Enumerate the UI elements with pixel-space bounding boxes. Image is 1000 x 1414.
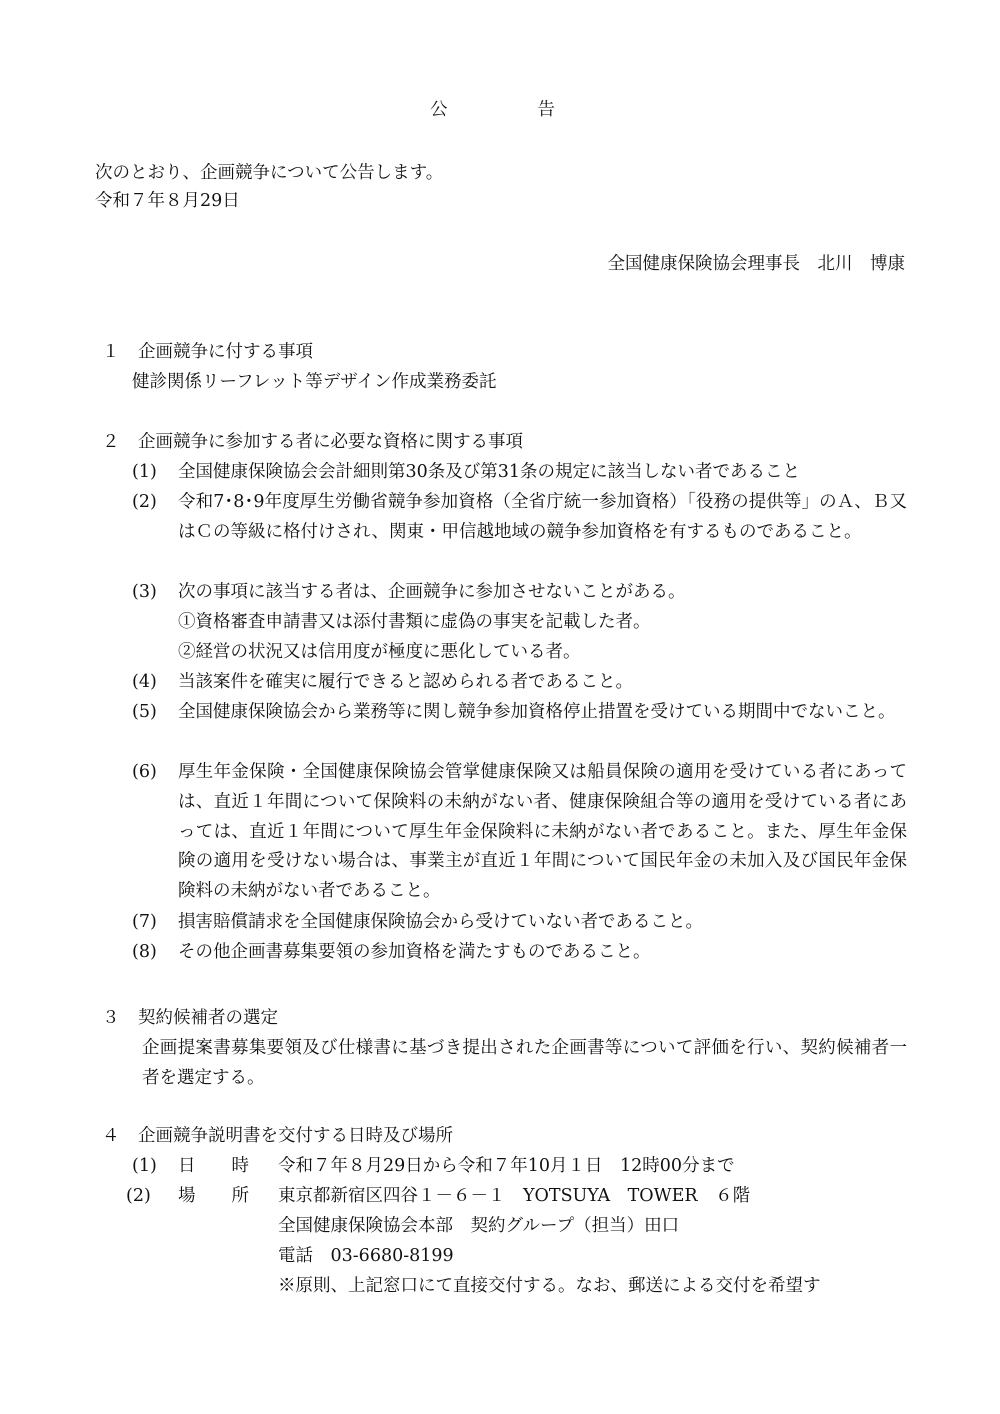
item-label: (6) [132,762,157,782]
notice-date: 令和７年８月29日 [95,191,240,211]
intro-text: 次のとおり、企画競争について公告します。 [95,163,444,183]
item-text: 厚生年金保険・全国健康保険協会管掌健康保険又は船員保険の適用を受けている者にあっては、直近１年間について保険料の未納がない者、健康保険組合等の適用を受けている者にあっては、直近１年間について厚生年金保険料に未納がない者であること。また、厚生年金保険の適用を受けない場合は、事業主が直近１年間について国民年金の未加入及び国民年金保険料の未納がない者であること。 [178,762,907,902]
section-4-heading [102,1128,453,1146]
location-address: 東京都新宿区四谷１－６－１ YOTSUYA TOWER ６階 [278,1186,751,1206]
item-label: (3) [132,582,157,602]
schedule-row [132,1158,157,1176]
schedule-key: 日 時 [178,1156,249,1176]
signer: 全国健康保険協会理事長 北川 博康 [607,254,905,274]
section-number: ３ [102,1008,120,1028]
section-number: ４ [102,1126,120,1146]
section-title: 企画競争説明書を交付する日時及び場所 [138,1126,453,1146]
title-char-left: 公 [430,100,448,120]
item-label: (1) [132,1156,157,1176]
section-1-body: 健診関係リーフレット等デザイン作成業務委託 [132,372,497,392]
item-text-main: 次の事項に該当する者は、企画競争に参加させないことがある。 [178,582,686,602]
location-department: 全国健康保険協会本部 契約グループ（担当）田口 [278,1216,680,1236]
section-1-heading [102,344,313,362]
section-title: 企画競争に参加する者に必要な資格に関する事項 [138,432,523,452]
title-char-right: 告 [537,100,555,120]
location-key: 場 所 [178,1186,249,1206]
section-title: 企画競争に付する事項 [138,342,313,362]
section-number: ２ [102,432,120,452]
section-title: 契約候補者の選定 [138,1008,278,1028]
section-number: １ [102,342,120,362]
item-text: 損害賠償請求を全国健康保険協会から受けていない者であること。 [178,912,703,932]
item-label: (5) [132,702,157,722]
item-text: 全国健康保険協会会計細則第30条及び第31条の規定に該当しない者であること [178,462,801,482]
location-phone: 電話 03-6680-8199 [278,1246,454,1266]
location-row [126,1188,151,1206]
item-text: その他企画書募集要領の参加資格を満たすものであること。 [178,942,651,962]
item-label: (7) [132,912,157,932]
location-note: ※原則、上記窓口にて直接交付する。なお、郵送による交付を希望す [278,1276,821,1296]
item-text: 全国健康保険協会から業務等に関し競争参加資格停止措置を受けている期間中でないこと。 [178,702,896,722]
section-3-heading [102,1010,278,1028]
page-title [430,102,555,120]
item-text [178,578,907,667]
item-label: (4) [132,672,157,692]
item-label: (8) [132,942,157,962]
item-subtext: ②経営の状況又は信用度が極度に悪化している者。 [178,641,581,662]
item-text: 令和7･8･9年度厚生労働省競争参加資格（全省庁統一参加資格）「役務の提供等」のＡ、Ｂ又はＣの等級に格付けされ、関東・甲信越地域の競争参加資格を有するものであること。 [178,492,907,542]
section-3-body: 企画提案書募集要領及び仕様書に基づき提出された企画書等について評価を行い、契約候補者一者を選定する。 [142,1038,907,1088]
item-subtext: ①資格審査申請書又は添付書類に虚偽の事実を記載した者。 [178,611,651,632]
schedule-value: 令和７年８月29日から令和７年10月１日 12時00分まで [278,1156,735,1176]
section-2-heading [102,434,523,452]
item-label: (1) [132,462,157,482]
item-label: (2) [126,1186,151,1206]
item-text: 当該案件を確実に履行できると認められる者であること。 [178,672,633,692]
item-label: (2) [132,492,157,512]
